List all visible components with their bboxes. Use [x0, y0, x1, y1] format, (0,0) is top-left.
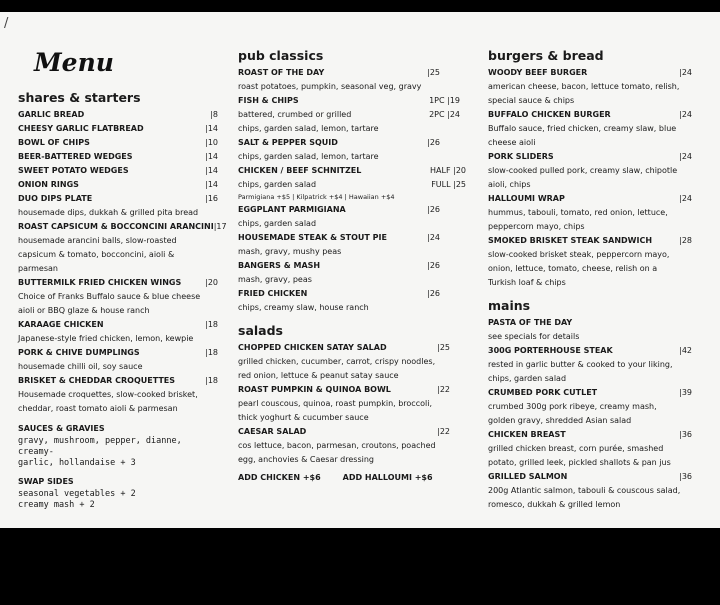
menu-item: CHOPPED CHICKEN SATAY SALAD |25 [238, 343, 450, 352]
item-description: chips, garden salad [488, 374, 567, 383]
item-description: chips, garden salad [238, 219, 317, 228]
menu-item: CRUMBED PORK CUTLET |39 [488, 388, 692, 397]
item-description: crumbed 300g pork ribeye, creamy mash, [488, 402, 657, 411]
item-description: thick yoghurt & cucumber sauce [238, 413, 369, 422]
menu-item: FRIED CHICKEN |26 [238, 289, 440, 298]
salad-addons [238, 473, 468, 482]
burgers-column [488, 48, 692, 512]
item-description: 200g Atlantic salmon, tabouli & couscous salad, [488, 486, 681, 495]
menu-item: GARLIC BREAD |8 [18, 110, 218, 119]
item-description: slow-cooked pulled pork, creamy slaw, chipotle [488, 166, 678, 175]
pub-heading: pub classics [238, 48, 324, 63]
item-description: grilled chicken breast, corn purée, smashed [488, 444, 664, 453]
item-description: golden gravy, shredded Asian salad [488, 416, 632, 425]
item-description: Parmigiana +$5 | Kilpatrick +$4 | Hawaiian +$4 [238, 193, 395, 201]
item-description: creamy mash + 2 [18, 500, 95, 510]
item-description: aioli or BBQ glaze & house ranch [18, 306, 150, 315]
item-description: hummus, tabouli, tomato, red onion, lettuce, [488, 208, 668, 217]
menu-item: BEER-BATTERED WEDGES |14 [18, 152, 218, 161]
menu-item: BUFFALO CHICKEN BURGER |24 [488, 110, 692, 119]
item-description: romesco, dukkah & grilled lemon [488, 500, 621, 509]
item-description: egg, anchovies & Caesar dressing [238, 455, 375, 464]
burgers-heading: burgers & bread [488, 48, 604, 63]
item-description: housemade chilli oil, soy sauce [18, 362, 143, 371]
item-description: grilled chicken, cucumber, carrot, crispy noodles, [238, 357, 436, 366]
menu-item: DUO DIPS PLATE |16 [18, 194, 218, 203]
item-description: peppercorn mayo, chips [488, 222, 585, 231]
item-description: Housemade croquettes, slow-cooked brisket, [18, 390, 198, 399]
item-description: american cheese, bacon, lettuce tomato, relish, [488, 82, 680, 91]
menu-item: SMOKED BRISKET STEAK SANDWICH |28 [488, 236, 692, 245]
item-description: chips, garden salad, lemon, tartare [238, 124, 379, 133]
item-description: chips, creamy slaw, house ranch [238, 303, 369, 312]
item-description: Japanese-style fried chicken, lemon, kewpie [18, 334, 194, 343]
item-description: mash, gravy, peas [238, 275, 312, 284]
item-description: potato, grilled leek, pickled shallots & pan jus [488, 458, 671, 467]
menu-item: ROAST OF THE DAY |25 [238, 68, 440, 77]
item-description: cheese aioli [488, 138, 536, 147]
item-description: parmesan [18, 264, 58, 273]
menu-item: GRILLED SALMON |36 [488, 472, 692, 481]
item-description: red onion, lettuce & peanut satay sauce [238, 371, 399, 380]
item-description: mash, gravy, mushy peas [238, 247, 342, 256]
menu-item: KARAAGE CHICKEN |18 [18, 320, 218, 329]
slash-mark: / [4, 16, 9, 31]
shares-column [18, 90, 227, 511]
menu-item: ROAST PUMPKIN & QUINOA BOWL |22 [238, 385, 450, 394]
menu-item: PORK SLIDERS |24 [488, 152, 692, 161]
item-description: onion, lettuce, tomato, cheese, relish on a [488, 264, 658, 273]
menu-item: BRISKET & CHEDDAR CROQUETTES |18 [18, 376, 218, 385]
menu-item: BUTTERMILK FRIED CHICKEN WINGS |20 [18, 278, 218, 287]
add-halloumi: ADD HALLOUMI +$6 [342, 473, 433, 482]
menu-item: SALT & PEPPER SQUID |26 [238, 138, 440, 147]
mains-heading: mains [488, 298, 531, 313]
menu-item: PASTA OF THE DAY [488, 318, 573, 327]
pub-column [238, 48, 468, 482]
menu-item: WOODY BEEF BURGER |24 [488, 68, 692, 77]
add-chicken: ADD CHICKEN +$6 [238, 473, 321, 482]
item-description: rested in garlic butter & cooked to your liking, [488, 360, 673, 369]
item-description: chips, garden salad, lemon, tartare [238, 152, 379, 161]
menu-item: ONION RINGS |14 [18, 180, 218, 189]
item-description: aioli, chips [488, 180, 531, 189]
menu-item: chips, garden salad FULL |25 [238, 180, 466, 189]
menu-title: Menu [34, 48, 114, 77]
item-description: capsicum & tomato, bocconcini, aioli & [18, 250, 175, 259]
item-description: see specials for details [488, 332, 580, 341]
menu-item: 300G PORTERHOUSE STEAK |42 [488, 346, 692, 355]
item-description: roast potatoes, pumpkin, seasonal veg, gravy [238, 82, 422, 91]
item-description: cheddar, roast tomato aioli & parmesan [18, 404, 178, 413]
item-description: housemade dips, dukkah & grilled pita bread [18, 208, 199, 217]
menu-item: PORK & CHIVE DUMPLINGS |18 [18, 348, 218, 357]
menu-item: HOUSEMADE STEAK & STOUT PIE |24 [238, 233, 440, 242]
item-description: pearl couscous, quinoa, roast pumpkin, broccoli, [238, 399, 432, 408]
item-description: Choice of Franks Buffalo sauce & blue cheese [18, 292, 201, 301]
menu-item: SAUCES & GRAVIES [18, 424, 105, 433]
menu-item: EGGPLANT PARMIGIANA |26 [238, 205, 440, 214]
menu-item: FISH & CHIPS 1PC |19 [238, 96, 460, 105]
salads-heading: salads [238, 323, 283, 338]
item-description: seasonal vegetables + 2 [18, 489, 136, 499]
menu-item: BOWL OF CHIPS |10 [18, 138, 218, 147]
item-description: garlic, hollandaise + 3 [18, 458, 136, 468]
item-description: gravy, mushroom, pepper, dianne, creamy- [18, 436, 182, 457]
item-description: cos lettuce, bacon, parmesan, croutons, poached [238, 441, 436, 450]
menu-item: HALLOUMI WRAP |24 [488, 194, 692, 203]
menu-item: BANGERS & MASH |26 [238, 261, 440, 270]
menu-item: CAESAR SALAD |22 [238, 427, 450, 436]
item-description: housemade arancini balls, slow-roasted [18, 236, 177, 245]
item-description: Buffalo sauce, fried chicken, creamy slaw, blue [488, 124, 677, 133]
menu-item: CHEESY GARLIC FLATBREAD |14 [18, 124, 218, 133]
menu-item: ROAST CAPSICUM & BOCCONCINI ARANCINI |17 [18, 222, 227, 231]
menu-item: SWEET POTATO WEDGES |14 [18, 166, 218, 175]
menu-item: CHICKEN / BEEF SCHNITZEL HALF |20 [238, 166, 466, 175]
menu-item: SWAP SIDES [18, 477, 74, 486]
item-description: special sauce & chips [488, 96, 575, 105]
item-description: Turkish loaf & chips [488, 278, 566, 287]
shares-heading: shares & starters [18, 90, 141, 105]
item-description: slow-cooked brisket steak, peppercorn mayo, [488, 250, 670, 259]
menu-item: battered, crumbed or grilled 2PC |24 [238, 110, 460, 119]
menu-item: CHICKEN BREAST |36 [488, 430, 692, 439]
